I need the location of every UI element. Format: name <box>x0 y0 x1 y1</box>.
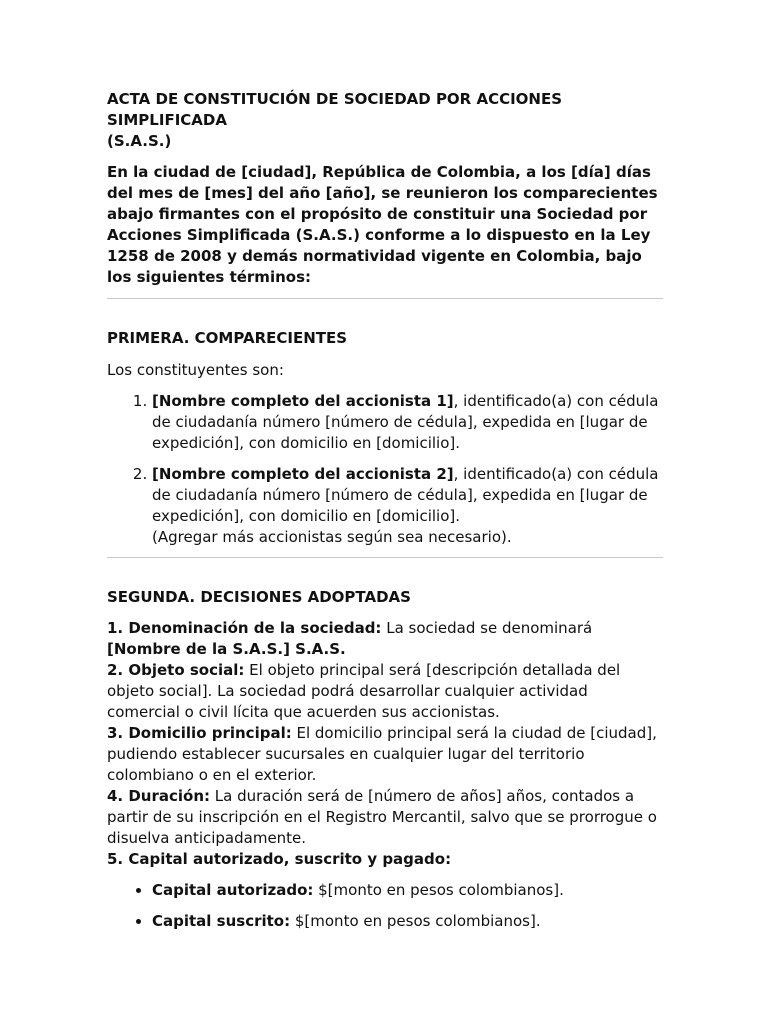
title-main: ACTA DE CONSTITUCIÓN DE SOCIEDAD POR ACCIONES SIMPLIFICADA <box>107 90 563 129</box>
intro-paragraph: En la ciudad de [ciudad], República de Colombia, a los [día] días del mes de [mes] del año [año], se reunieron los comparecientes abajo firmantes con el propósito de constituir una Sociedad por Acciones Simplificada (S.A.S.) conforme a lo dispuesto en la Ley 1258 de 2008 y demás normatividad vigente en Colombia, bajo los siguientes términos: <box>107 163 658 286</box>
document-title <box>107 89 663 152</box>
list-item <box>152 464 663 548</box>
capital-list <box>107 880 663 932</box>
section-divider <box>107 298 663 299</box>
capital-label: Capital autorizado: <box>152 881 314 899</box>
shareholder-details: , identificado(a) con cédula de ciudadanía número [número de cédula], expedida en [lugar de expedición], con domicilio en [domicilio]. <box>152 465 659 525</box>
decision-text: La sociedad se denominará <box>381 619 593 637</box>
shareholder-note: (Agregar más accionistas según sea necesario). <box>152 528 512 546</box>
decision-label: 3. Domicilio principal: <box>107 724 292 742</box>
decisions-block <box>107 618 663 870</box>
shareholder-details: , identificado(a) con cédula de ciudadanía número [número de cédula], expedida en [lugar de expedición], con domicilio en [domicilio]. <box>152 392 659 452</box>
decision-label: 4. Duración: <box>107 787 211 805</box>
shareholder-name: [Nombre completo del accionista 1] <box>152 392 454 410</box>
decision-text: La duración será de [número de años] años, contados a partir de su inscripción en el Registro Mercantil, salvo que se prorrogue o disuelva anticipadamente. <box>107 787 657 847</box>
section-divider <box>107 557 663 558</box>
list-item <box>152 911 663 932</box>
list-item <box>152 391 663 454</box>
company-name: [Nombre de la S.A.S.] S.A.S. <box>107 640 346 658</box>
decision-label: 1. Denominación de la sociedad: <box>107 619 382 637</box>
constituyentes-lead: Los constituyentes son: <box>107 361 284 379</box>
decision-text: El objeto principal será [descripción detallada del objeto social]. La sociedad podrá desarrollar cualquier actividad comercial o civil lícita que acuerden sus accionistas. <box>107 661 621 721</box>
decision-label: 5. Capital autorizado, suscrito y pagado: <box>107 850 452 868</box>
document-content <box>107 89 663 942</box>
capital-amount: $[monto en pesos colombianos]. <box>313 881 564 899</box>
shareholder-name: [Nombre completo del accionista 2] <box>152 465 454 483</box>
decision-label: 2. Objeto social: <box>107 661 245 679</box>
shareholder-list <box>107 391 663 548</box>
list-item <box>152 880 663 901</box>
decision-text: El domicilio principal será la ciudad de [ciudad], pudiendo establecer sucursales en cualquier lugar del territorio colombiano o en el exterior. <box>107 724 657 784</box>
section-heading-comparecientes: PRIMERA. COMPARECIENTES <box>107 329 348 347</box>
capital-amount: $[monto en pesos colombianos]. <box>290 912 541 930</box>
capital-label: Capital suscrito: <box>152 912 291 930</box>
title-abbreviation: (S.A.S.) <box>107 132 172 150</box>
section-heading-decisiones: SEGUNDA. DECISIONES ADOPTADAS <box>107 588 411 606</box>
